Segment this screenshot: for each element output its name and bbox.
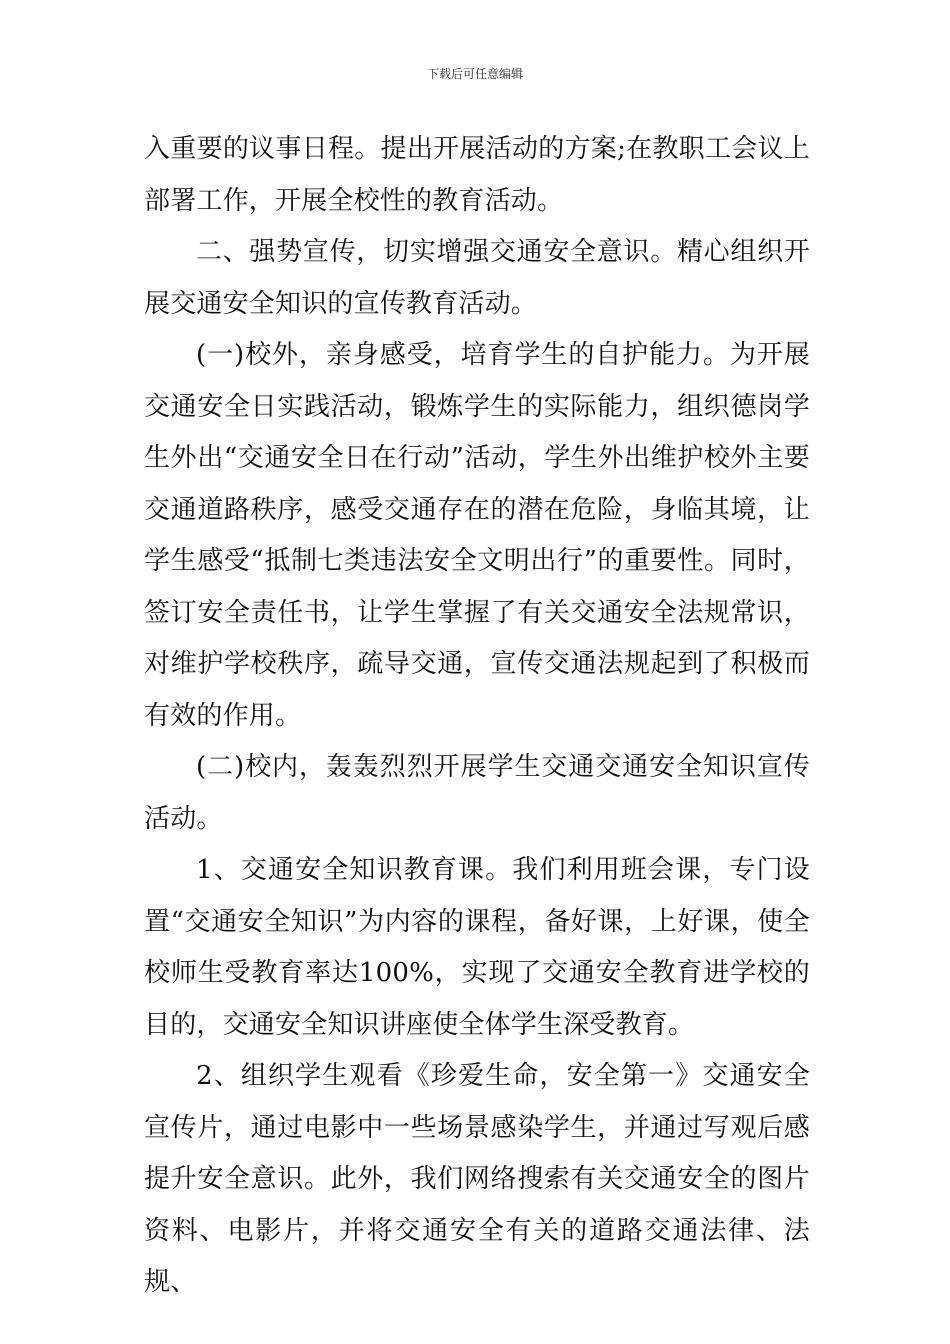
paragraph-on-campus: (二)校内，轰轰烈烈开展学生交通交通安全知识宣传活动。: [144, 752, 810, 834]
paragraph-off-campus: (一)校外，亲身感受，培育学生的自护能力。为开展交通安全日实践活动，锻炼学生的实际能力，组织德岗学生外出“交通安全日在行动”活动，学生外出维护校外主要交通道路秩序，感受交通存在的潜在危险，身临其境，让学生感受“抵制七类违法安全文明出行”的重要性。同时，签订安全责任书，让学生掌握了有关交通安全法规常识，对维护学校秩序，疏导交通，宣传交通法规起到了积极而有效的作用。: [144, 340, 810, 731]
paragraph-item-two: 2、组织学生观看《珍爱生命，安全第一》交通安全宣传片，通过电影中一些场景感染学生，并通过写观后感提升安全意识。此外，我们网络搜索有关交通安全的图片资料、电影片，并将交通安全有关的道路交通法律、法规、: [144, 1061, 810, 1297]
document-body: [144, 124, 810, 1309]
paragraph-section-two: 二、强势宣传，切实增强交通安全意识。精心组织开展交通安全知识的宣传教育活动。: [144, 237, 810, 319]
page-header-note: 下载后可任意编辑: [426, 67, 523, 81]
paragraph-item-one: 1、交通安全知识教育课。我们利用班会课，专门设置“交通安全知识”为内容的课程，备好课，上好课，使全校师生受教育率达100%，实现了交通安全教育进学校的目的，交通安全知识讲座使全体学生深受教育。: [144, 855, 810, 1040]
paragraph-continuation: 入重要的议事日程。提出开展活动的方案;在教职工会议上部署工作，开展全校性的教育活动。: [144, 134, 810, 216]
